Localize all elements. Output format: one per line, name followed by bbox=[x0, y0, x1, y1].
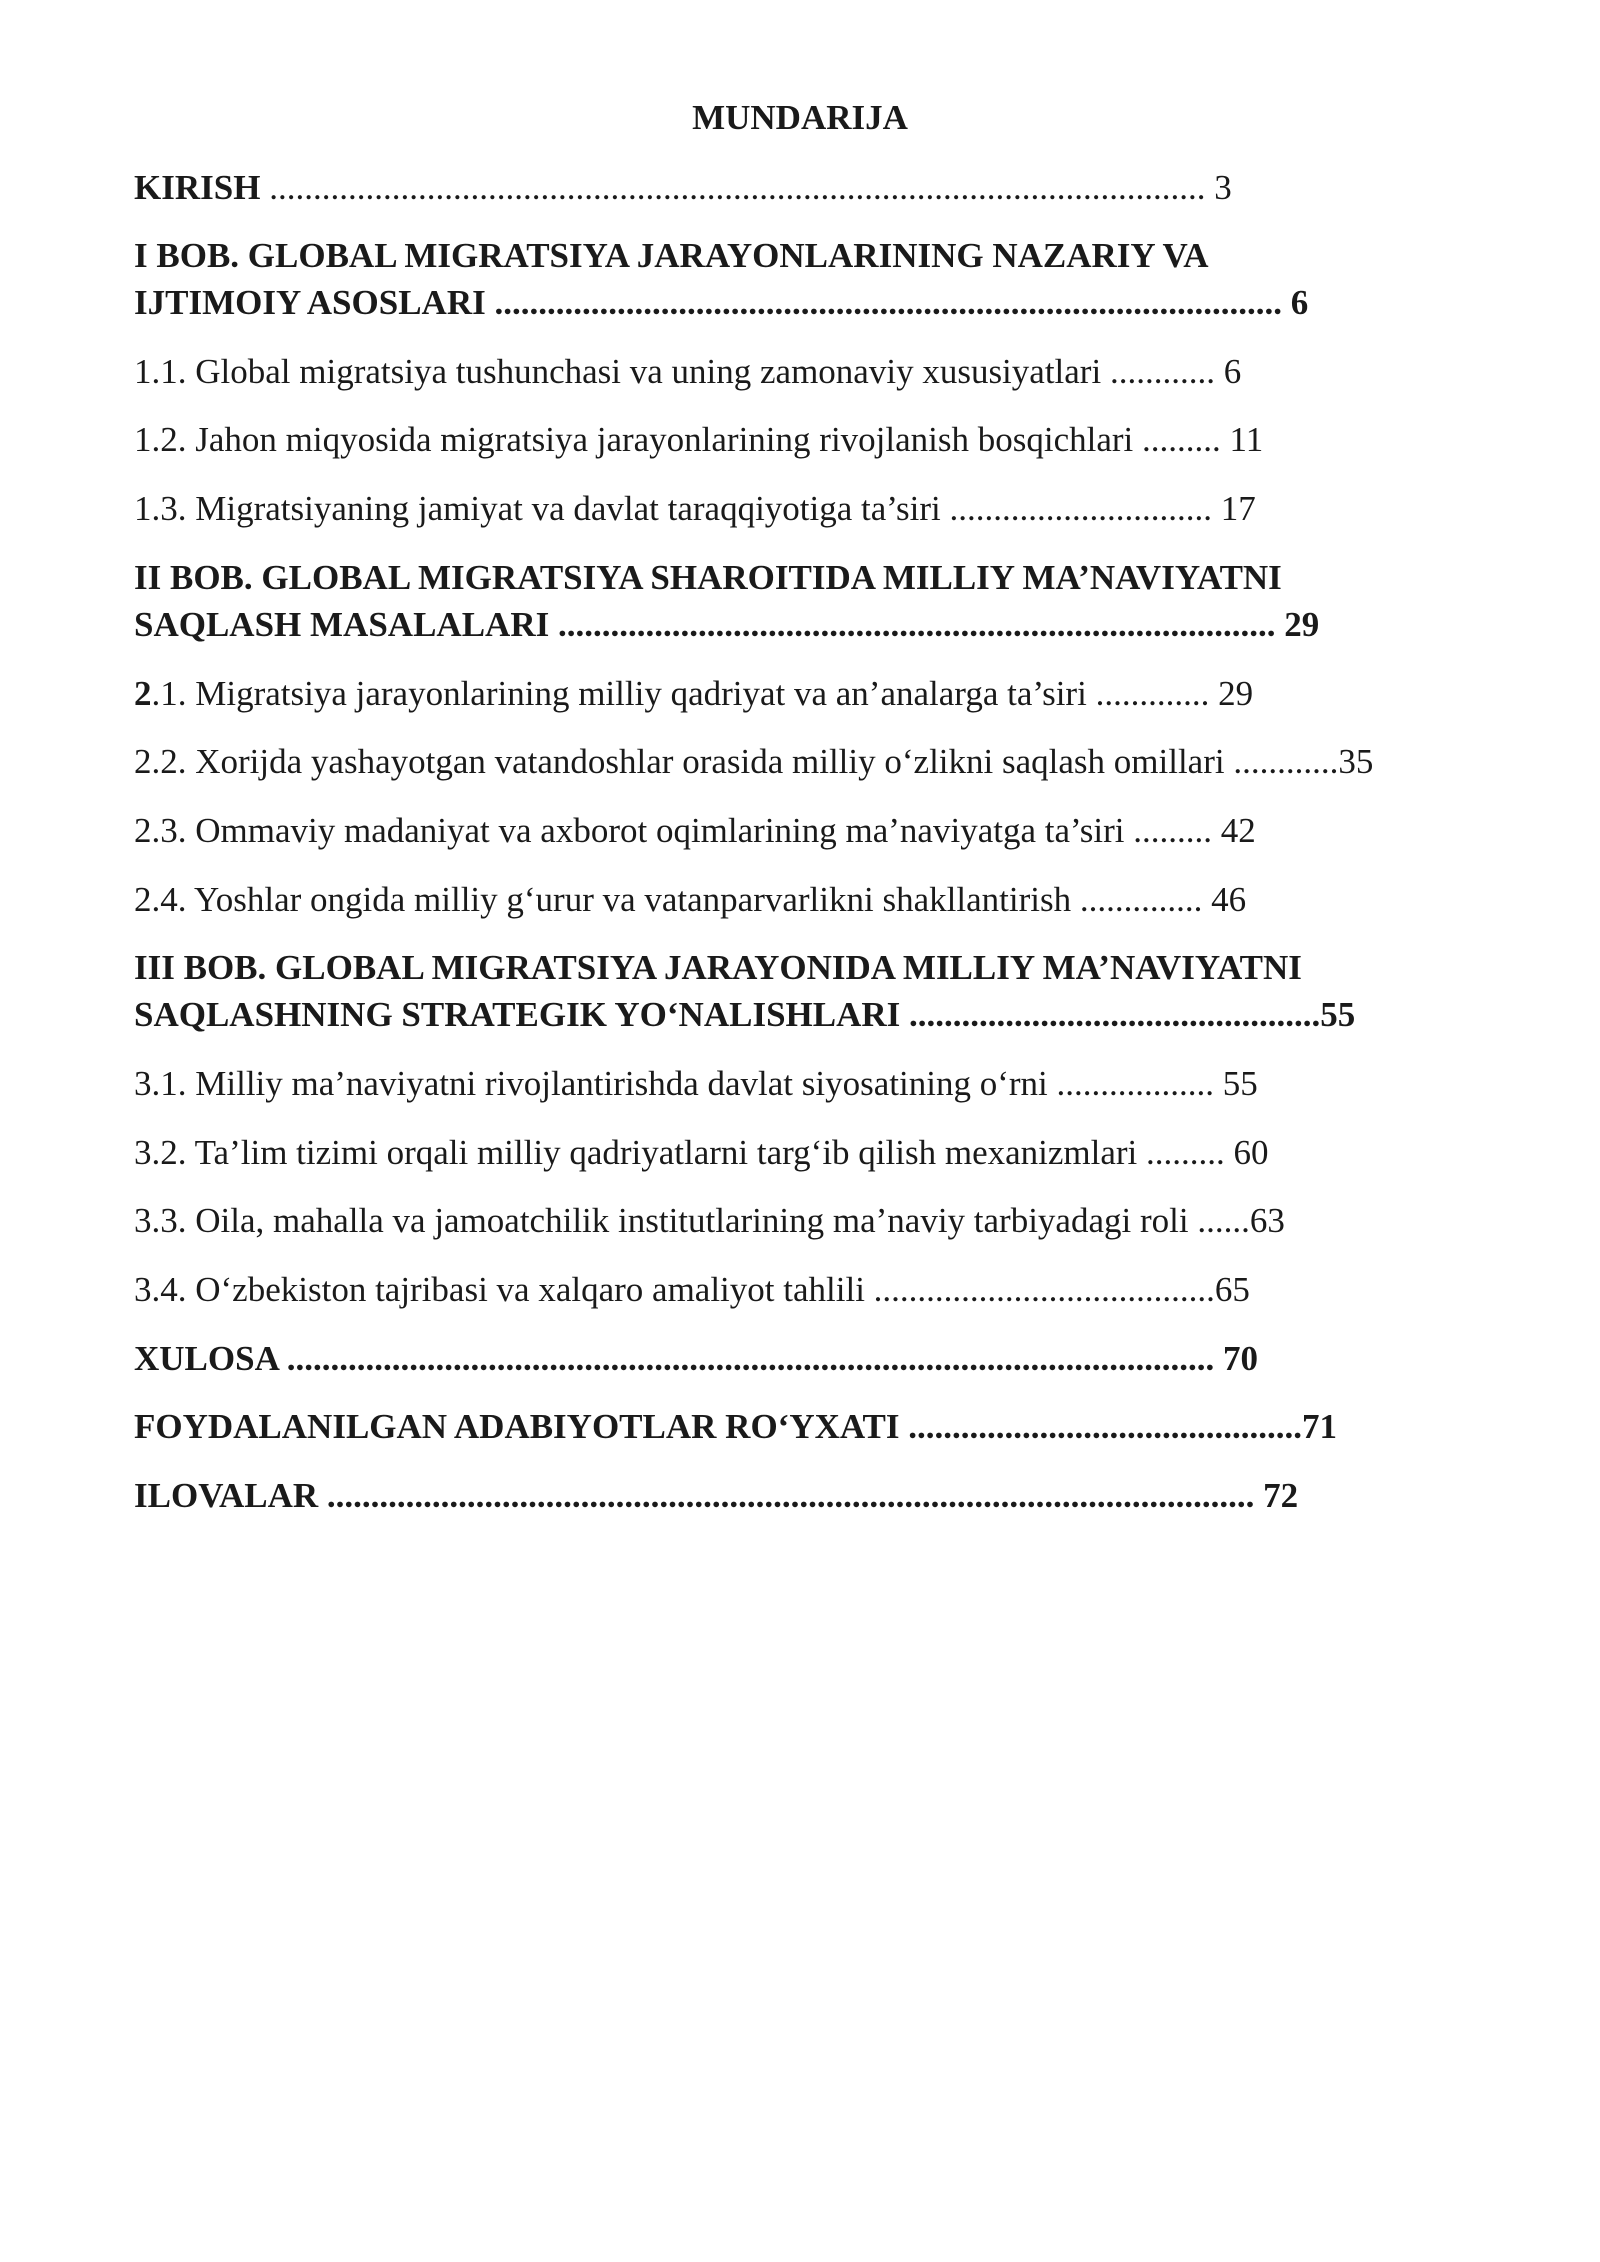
toc-entry-xulosa bbox=[134, 1335, 1258, 1382]
toc-section-1-1 bbox=[134, 348, 1241, 395]
toc-label: 1.1. Global migratsiya tushunchasi va uning zamonaviy xususiyatlari bbox=[134, 352, 1102, 391]
toc-page-number: 29 bbox=[1275, 605, 1320, 644]
toc-label: 3.4. O‘zbekiston tajribasi va xalqaro amaliyot tahlili bbox=[134, 1270, 865, 1309]
toc-page-number: 71 bbox=[1302, 1407, 1338, 1446]
toc-leader: ............ bbox=[1224, 742, 1339, 781]
toc-label: IJTIMOIY ASOSLARI bbox=[134, 283, 486, 322]
toc-entry-kirish bbox=[134, 164, 1232, 211]
toc-label: XULOSA bbox=[134, 1339, 278, 1378]
toc-page-number: 6 bbox=[1281, 283, 1309, 322]
toc-leader: .......................................................................................... bbox=[485, 283, 1282, 322]
toc-section-3-4 bbox=[134, 1266, 1250, 1313]
toc-page-number: 63 bbox=[1249, 1201, 1285, 1240]
toc-leader: ............ bbox=[1101, 352, 1215, 391]
toc-leader: .................. bbox=[1047, 1064, 1214, 1103]
toc-leader: ............. bbox=[1086, 674, 1210, 713]
toc-label: 2.4. Yoshlar ongida milliy g‘urur va vatanparvarlikni shakllantirish bbox=[134, 880, 1072, 919]
toc-section-3-2 bbox=[134, 1129, 1269, 1176]
toc-leader: ............................................... bbox=[900, 995, 1321, 1034]
toc-page-number: 55 bbox=[1320, 995, 1356, 1034]
toc-leader: .................................................................................. bbox=[549, 605, 1276, 644]
toc-title: MUNDARIJA bbox=[692, 98, 908, 137]
toc-section-2-4 bbox=[134, 876, 1246, 923]
toc-leader: ............................................. bbox=[899, 1407, 1303, 1446]
toc-label: 3.3. Oila, mahalla va jamoatchilik institutlarining ma’naviy tarbiyadagi roli bbox=[134, 1201, 1189, 1240]
toc-section-2-3 bbox=[134, 807, 1256, 854]
toc-page-number: 46 bbox=[1202, 880, 1247, 919]
toc-leader: .......................................................................................................... bbox=[277, 1339, 1215, 1378]
toc-leader: .............. bbox=[1071, 880, 1203, 919]
toc-page-number: 17 bbox=[1212, 489, 1256, 528]
toc-chapter-1-line2 bbox=[134, 279, 1308, 326]
toc-leader: ....................................... bbox=[864, 1270, 1215, 1309]
toc-page-number: 70 bbox=[1214, 1339, 1258, 1378]
toc-chapter-1-line1: I BOB. GLOBAL MIGRATSIYA JARAYONLARINING NAZARIY VA bbox=[134, 236, 1209, 275]
toc-label: 1.2. Jahon miqyosida migratsiya jarayonlarining rivojlanish bosqichlari bbox=[134, 420, 1134, 459]
toc-page-number: 65 bbox=[1214, 1270, 1250, 1309]
toc-entry-ilovalar bbox=[134, 1472, 1298, 1519]
toc-leader: ......... bbox=[1137, 1133, 1225, 1172]
toc-section-3-1 bbox=[134, 1060, 1258, 1107]
toc-chapter-2-line1: II BOB. GLOBAL MIGRATSIYA SHAROITIDA MILLIY MA’NAVIYATNI bbox=[134, 558, 1282, 597]
toc-section-2-2 bbox=[134, 738, 1373, 785]
toc-page-number: 60 bbox=[1224, 1133, 1269, 1172]
toc-label: KIRISH bbox=[134, 168, 261, 207]
toc-leader: ........................................................................................................... bbox=[260, 168, 1206, 207]
toc-leader: .............................. bbox=[940, 489, 1212, 528]
toc-leader: ......... bbox=[1133, 420, 1221, 459]
toc-label: 3.1. Milliy ma’naviyatni rivojlantirishda davlat siyosatining o‘rni bbox=[134, 1064, 1048, 1103]
toc-label: 1.3. Migratsiyaning jamiyat va davlat taraqqiyotiga ta’siri bbox=[134, 489, 941, 528]
toc-label: SAQLASH MASALALARI bbox=[134, 605, 550, 644]
toc-section-1-3 bbox=[134, 485, 1256, 532]
toc-section-2-1 bbox=[134, 670, 1253, 717]
toc-page-number: 6 bbox=[1214, 352, 1242, 391]
toc-page-number: 35 bbox=[1338, 742, 1374, 781]
toc-leader: ......... bbox=[1124, 811, 1212, 850]
toc-label: 2.3. Ommaviy madaniyat va axborot oqimlarining ma’naviyatga ta’siri bbox=[134, 811, 1125, 850]
toc-label: 3.2. Ta’lim tizimi orqali milliy qadriyatlarni targ‘ib qilish mexanizmlari bbox=[134, 1133, 1138, 1172]
toc-label: SAQLASHNING STRATEGIK YO‘NALISHLARI bbox=[134, 995, 901, 1034]
toc-label: ILOVALAR bbox=[134, 1476, 319, 1515]
toc-page-number: 3 bbox=[1205, 168, 1232, 207]
toc-page-number: 11 bbox=[1220, 420, 1264, 459]
toc-entry-adabiyotlar bbox=[134, 1403, 1337, 1450]
toc-leader: .......................................................................................................... bbox=[318, 1476, 1255, 1515]
toc-label: 2.2. Xorijda yashayotgan vatandoshlar orasida milliy o‘zlikni saqlash omillari bbox=[134, 742, 1225, 781]
toc-section-1-2 bbox=[134, 416, 1263, 463]
toc-label: .1. Migratsiya jarayonlarining milliy qadriyat va an’analarga ta’siri bbox=[151, 674, 1087, 713]
toc-chapter-3-line1: III BOB. GLOBAL MIGRATSIYA JARAYONIDA MILLIY MA’NAVIYATNI bbox=[134, 948, 1302, 987]
toc-label: FOYDALANILGAN ADABIYOTLAR RO‘YXATI bbox=[134, 1407, 900, 1446]
toc-section-3-3 bbox=[134, 1197, 1285, 1244]
toc-page-number: 42 bbox=[1211, 811, 1256, 850]
toc-leader: ...... bbox=[1188, 1201, 1250, 1240]
toc-chapter-3-line2 bbox=[134, 991, 1355, 1038]
toc-chapter-2-line2 bbox=[134, 601, 1319, 648]
toc-page-number: 72 bbox=[1254, 1476, 1299, 1515]
toc-page-number: 55 bbox=[1214, 1064, 1258, 1103]
toc-section-number-highlight: 2 bbox=[134, 674, 152, 713]
toc-page-number: 29 bbox=[1209, 674, 1254, 713]
